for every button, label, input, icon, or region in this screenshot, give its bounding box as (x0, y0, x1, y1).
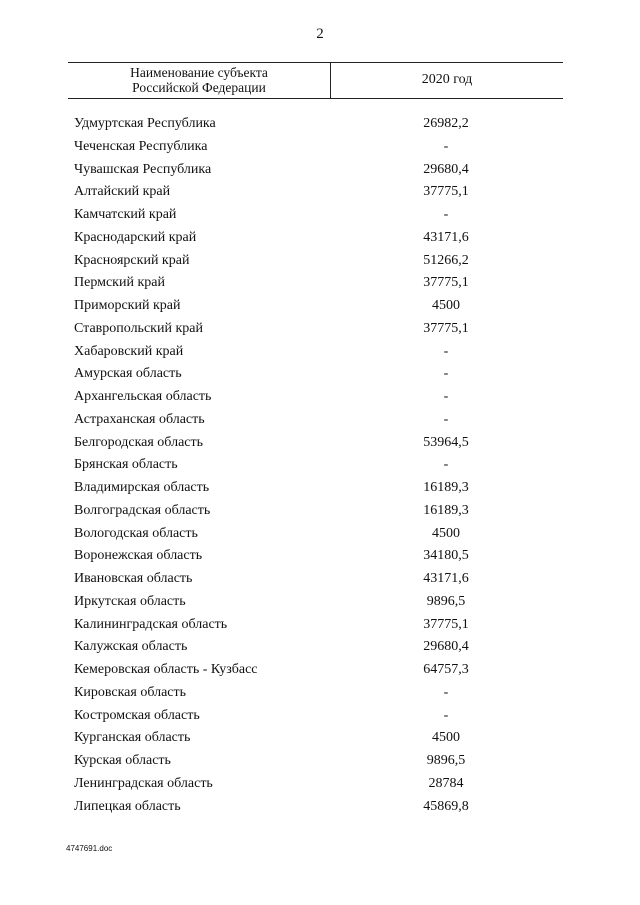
header-subject-line2: Российской Федерации (132, 80, 266, 95)
region-value: 43171,6 (423, 229, 469, 245)
table-row (0, 433, 640, 456)
region-value: 51266,2 (423, 252, 469, 268)
region-value: - (443, 207, 449, 222)
region-name: Удмуртская Республика (74, 116, 216, 131)
table-row (0, 387, 640, 410)
table-row (0, 592, 640, 615)
table-row (0, 364, 640, 387)
region-value: - (443, 138, 449, 154)
region-value: 37775,1 (423, 320, 469, 336)
region-name: Краснодарский край (74, 229, 197, 245)
region-value: 9896,5 (426, 753, 466, 768)
region-name: Астраханская область (74, 411, 205, 427)
table-row (0, 342, 640, 365)
region-value: 64757,3 (423, 662, 469, 677)
table-header (68, 62, 563, 99)
region-name: Хабаровский край (74, 343, 184, 359)
region-name: Воронежская область (74, 548, 203, 564)
table-row (0, 660, 640, 683)
region-name: Архангельская область (74, 389, 212, 404)
region-value: 4500 (432, 525, 460, 541)
table-row (0, 114, 640, 137)
region-value: - (443, 366, 449, 382)
table-row (0, 683, 640, 706)
region-value: 4500 (432, 730, 460, 746)
table-row (0, 273, 640, 296)
region-name: Ленинградская область (74, 775, 213, 791)
region-name: Калининградская область (74, 616, 228, 632)
table-row (0, 410, 640, 433)
region-value: - (443, 457, 449, 473)
region-value: 37775,1 (423, 275, 469, 291)
region-name: Вологодская область (74, 525, 198, 541)
page-number: 2 (316, 26, 324, 42)
table-row (0, 728, 640, 751)
region-value: 37775,1 (423, 616, 469, 632)
table-row (0, 615, 640, 638)
table-row (0, 524, 640, 547)
region-name: Волгоградская область (74, 502, 211, 518)
region-name: Белгородская область (74, 434, 204, 450)
table-row (0, 706, 640, 729)
region-value: - (443, 411, 449, 427)
region-value: 29680,4 (423, 161, 469, 177)
table-row (0, 569, 640, 592)
region-name: Красноярский край (74, 252, 190, 268)
region-value: - (443, 684, 449, 700)
region-name: Камчатский край (74, 207, 177, 222)
table-row (0, 205, 640, 228)
region-name: Чувашская Республика (74, 161, 212, 177)
table-row (0, 296, 640, 319)
table-row (0, 478, 640, 501)
region-name: Чеченская Республика (74, 138, 208, 154)
region-value: 4500 (432, 298, 460, 313)
header-year-column: 2020 год (421, 72, 473, 87)
region-name: Ставропольский край (74, 320, 203, 336)
region-name: Костромская область (74, 707, 200, 723)
header-subject-column (68, 65, 330, 95)
region-name: Алтайский край (74, 184, 171, 200)
table-row (0, 160, 640, 183)
region-name: Иркутская область (74, 593, 186, 609)
table-row (0, 751, 640, 774)
region-value: 9896,5 (426, 593, 466, 609)
table-row (0, 228, 640, 251)
table-row (0, 137, 640, 160)
region-value: 16189,3 (423, 502, 469, 518)
table-row (0, 182, 640, 205)
region-value: 43171,6 (423, 571, 469, 586)
region-name: Пермский край (74, 275, 165, 291)
region-name: Липецкая область (74, 798, 181, 814)
region-name: Приморский край (74, 298, 181, 313)
table-row (0, 546, 640, 569)
region-name: Калужская область (74, 639, 188, 655)
region-value: - (443, 707, 449, 723)
region-name: Кемеровская область - Кузбасс (74, 662, 258, 677)
region-value: 34180,5 (423, 548, 469, 564)
header-subject-line1: Наименование субъекта (130, 65, 268, 80)
table-row (0, 774, 640, 797)
region-value: 16189,3 (423, 480, 469, 495)
region-value: 26982,2 (423, 116, 469, 131)
table-row (0, 319, 640, 342)
region-value: - (443, 343, 449, 359)
region-name: Курская область (74, 753, 171, 768)
table-row (0, 455, 640, 478)
region-value: 37775,1 (423, 184, 469, 200)
region-value: - (443, 389, 449, 404)
region-name: Курганская область (74, 730, 191, 746)
table-body (0, 114, 640, 819)
table-row (0, 501, 640, 524)
table-row (0, 637, 640, 660)
region-name: Ивановская область (74, 571, 193, 586)
region-name: Владимирская область (74, 480, 210, 495)
region-value: 28784 (428, 775, 464, 791)
region-name: Амурская область (74, 366, 182, 382)
region-value: 53964,5 (423, 434, 469, 450)
table-row (0, 797, 640, 820)
file-name: 4747691.doc (66, 844, 113, 853)
region-value: 29680,4 (423, 639, 469, 655)
table-row (0, 251, 640, 274)
region-name: Брянская область (74, 457, 178, 473)
region-value: 45869,8 (423, 798, 469, 814)
region-name: Кировская область (74, 684, 187, 700)
